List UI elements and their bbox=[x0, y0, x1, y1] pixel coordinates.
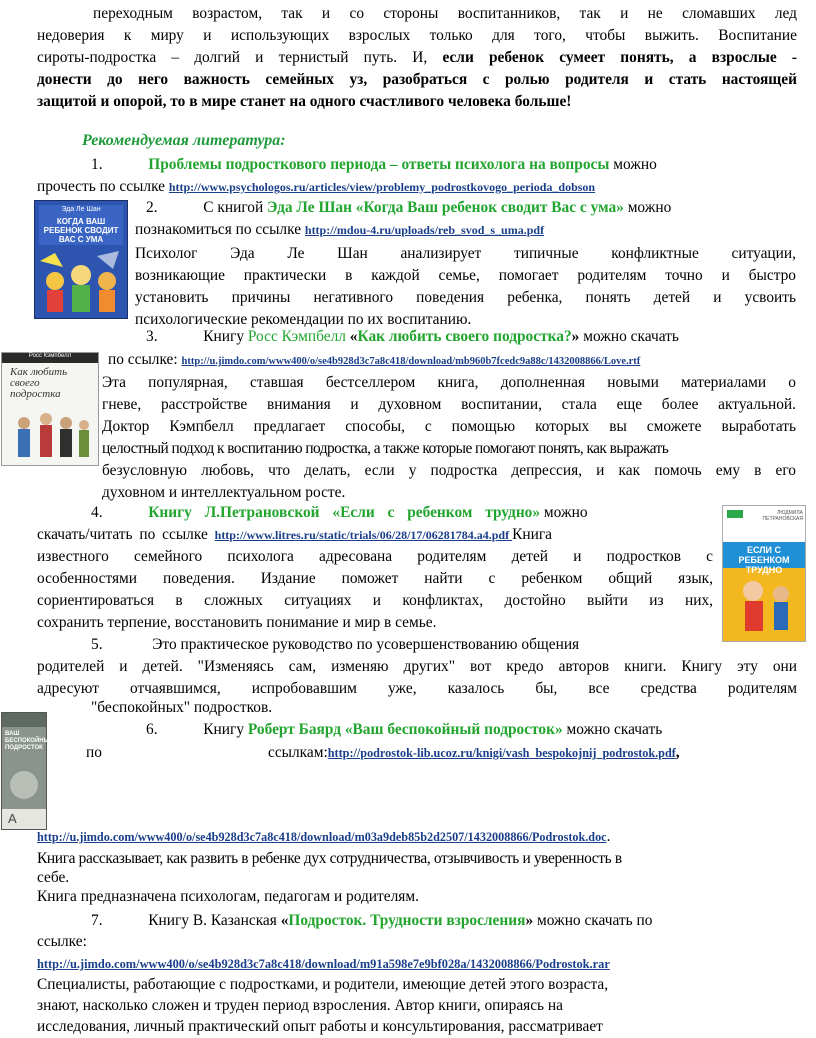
book-cover-campbell-author: Росс Кэмпбелл bbox=[28, 353, 72, 359]
book-cover-leshan-title: КОГДА ВАШ РЕБЕНОК СВОДИТ ВАС С УМА bbox=[43, 217, 119, 244]
item4-link-prefix: скачать/читать по ссылке bbox=[37, 526, 215, 543]
item2-number: 2. bbox=[146, 199, 158, 216]
book-cover-leshan bbox=[34, 200, 128, 319]
item3-link-prefix: по ссылке: bbox=[108, 351, 182, 368]
item6-links-label: ссылкам: bbox=[268, 744, 328, 761]
item4-desc-4: сохранить терпение, восстановить понимание и мир в семье. bbox=[37, 614, 437, 631]
item3-link-line bbox=[108, 349, 640, 372]
item2-title: Эда Ле Шан «Когда Ваш ребенок сводит Вас с ума» bbox=[267, 199, 624, 216]
item4-desc-2: особенностями поведения. Издание поможет найти с ребенком общий язык, bbox=[37, 570, 713, 587]
item4-link[interactable]: http://www.litres.ru/static/trials/06/28/17/06281784.a4.pdf bbox=[214, 528, 513, 542]
item1-title: Проблемы подросткового периода – ответы психолога на вопросы bbox=[148, 156, 610, 173]
item4-line bbox=[91, 502, 588, 523]
book-cover-campbell bbox=[1, 352, 99, 466]
item2-link-line bbox=[135, 219, 544, 241]
item5-number: 5. bbox=[91, 636, 103, 653]
intro-text: сироты-подростка – долгий и тернистый путь. И, bbox=[37, 49, 443, 66]
item1-link-line bbox=[37, 176, 595, 198]
item1-after: можно bbox=[609, 156, 657, 173]
item6-link-line-2 bbox=[37, 826, 610, 848]
item4-after: можно bbox=[540, 504, 588, 521]
item3-title: Как любить своего подростка? bbox=[357, 328, 572, 345]
item3-quote-close: » bbox=[571, 328, 580, 345]
book-cover-campbell-title: Как любить своего подростка bbox=[10, 366, 68, 400]
item6-title: Роберт Баярд «Ваш беспокойный подросток» bbox=[247, 721, 563, 738]
item4-desc-3: сориентироваться в сложных ситуациях и конфликтах, достойно выйти из них, bbox=[37, 592, 713, 609]
item5-text-3: адресуют отчаявшимся, испробовавшим уже, казалось бы, все средства родителям bbox=[37, 680, 797, 697]
book-cover-petranovskaya bbox=[722, 505, 806, 642]
item6-link-1[interactable]: http://podrostok-lib.ucoz.ru/knigi/vash_bespokojnij_podrostok.pdf bbox=[327, 746, 676, 760]
item2-desc-2: возникающие практически в каждой семье, помогает родителям точно и быстро bbox=[135, 267, 796, 284]
item7-desc-1: Специалисты, работающие с подростками, и родители, имеющие детей этого возраста, bbox=[37, 976, 609, 993]
item6-desc-2: себе. bbox=[37, 869, 70, 886]
item2-pre: С книгой bbox=[203, 199, 268, 216]
item3-desc-4: целостный подход к воспитанию подростка, а также которые помогают понять, как выражать bbox=[102, 440, 669, 457]
book-cover-petranovskaya-author: ЛЮДМИЛА ПЕТРАНОВСКАЯ bbox=[762, 510, 803, 522]
item2-line bbox=[146, 197, 671, 218]
intro-line-5: защитой и опорой, то в мире станет на одного счастливого человека больше! bbox=[37, 93, 572, 110]
book-cover-leshan-author: Эда Ле Шан bbox=[61, 206, 101, 213]
item6-after: можно скачать bbox=[562, 721, 663, 738]
item3-pre: Книгу bbox=[203, 328, 248, 345]
item2-desc-1: Психолог Эда Ле Шан анализирует типичные конфликтные ситуации, bbox=[135, 245, 796, 262]
item3-number: 3. bbox=[146, 328, 158, 345]
item7-number: 7. bbox=[91, 912, 103, 929]
item1-line bbox=[91, 154, 657, 175]
item6-link-2-after: . bbox=[606, 828, 611, 845]
intro-line-4: донести до него важность семейных уз, разобраться с ролью родителя и стать настоящей bbox=[37, 71, 797, 88]
item5-text-4: "беспокойных" подростков. bbox=[91, 699, 273, 716]
item6-link-1-after: , bbox=[675, 744, 680, 761]
item2-link[interactable]: http://mdou-4.ru/uploads/reb_svod_s_uma.pdf bbox=[304, 223, 545, 237]
item4-link-line bbox=[37, 524, 552, 546]
book-cover-bayard bbox=[1, 712, 54, 830]
item5-line-1 bbox=[91, 634, 579, 655]
item7-pre: Книгу В. Казанская bbox=[148, 912, 281, 929]
book-cover-bayard-title: ВАШ БЕСПОКОЙНЫЙ ПОДРОСТОК bbox=[5, 731, 54, 751]
item6-link-line-1 bbox=[268, 742, 680, 764]
item3-desc-6: духовном и интеллектуальном росте. bbox=[102, 484, 346, 501]
item7-link[interactable]: http://u.jimdo.com/www400/o/se4b928d3c7a8c418/download/m91a598e7e9bf028a/1432008866/Podrostok.rar bbox=[37, 957, 610, 971]
item3-desc-1: Эта популярная, ставшая бестселлером книга, дополненная новыми материалами о bbox=[102, 374, 796, 391]
item3-desc-2: гневе, расстройстве внимания и духовном воспитании, стала еще более актуальной. bbox=[102, 396, 796, 413]
item7-prefix: ссылке: bbox=[37, 933, 87, 950]
item7-quote-close: » bbox=[525, 912, 534, 929]
item4-title: Книгу Л.Петрановской «Если с ребенком трудно» bbox=[148, 504, 541, 521]
item6-po: по bbox=[86, 744, 102, 761]
item2-after: можно bbox=[623, 199, 672, 216]
intro-line-1: переходным возрастом, так и со стороны воспитанников, так и не сломавших лед bbox=[93, 5, 797, 22]
item1-link-prefix: прочесть по ссылке bbox=[37, 178, 169, 195]
item7-line bbox=[91, 910, 652, 931]
item6-pre: Книгу bbox=[203, 721, 248, 738]
item3-quote-open: « bbox=[345, 328, 358, 345]
item6-link-2[interactable]: http://u.jimdo.com/www400/o/se4b928d3c7a8c418/download/m03a9deb85b2d2507/1432008866/Podrostok.doc bbox=[37, 830, 607, 844]
item6-number: 6. bbox=[146, 721, 158, 738]
item3-author: Росс Кэмпбелл bbox=[247, 328, 346, 345]
item5-text-1: Это практическое руководство по усовершенствованию общения bbox=[152, 636, 580, 653]
item5-text-2: родителей и детей. "Изменяясь сам, изменяю других" вот кредо авторов книги. Книгу эту они bbox=[37, 658, 797, 675]
item4-number: 4. bbox=[91, 504, 103, 521]
book-cover-bayard-letter: А bbox=[8, 811, 17, 826]
item3-desc-3: Доктор Кэмпбелл предлагает способы, с помощью которых вы сможете выработать bbox=[102, 418, 796, 435]
item7-quote-open: « bbox=[280, 912, 289, 929]
item2-desc-3: установить причины негативного поведения ребенка, понять детей и усвоить bbox=[135, 289, 796, 306]
item3-after: можно скачать bbox=[579, 328, 679, 345]
item2-desc-4: психологические рекомендации по их воспитанию. bbox=[135, 311, 472, 328]
item6-desc-1: Книга рассказывает, как развить в ребенке дух сотрудничества, отзывчивость и уверенность в bbox=[37, 850, 622, 867]
item6-line bbox=[146, 719, 662, 740]
item4-after-link: Книга bbox=[512, 526, 552, 543]
recommended-literature-heading: Рекомендуемая литература: bbox=[82, 132, 286, 149]
intro-line-2: недоверия к миру и использующих взрослых только для того, чтобы выжить. Воспитание bbox=[37, 27, 797, 44]
item2-link-prefix: познакомиться по ссылке bbox=[135, 221, 305, 238]
item7-after: можно скачать по bbox=[533, 912, 653, 929]
item7-desc-2: знают, насколько сложен и труден период взросления. Автор книги, опираясь на bbox=[37, 997, 563, 1014]
item7-link-line bbox=[37, 953, 610, 975]
intro-bold-text: если ребенок сумеет понять, а взрослые - bbox=[442, 49, 797, 66]
item4-desc-1: известного семейного психолога адресована родителям детей и подростков с bbox=[37, 548, 713, 565]
item1-number: 1. bbox=[91, 156, 103, 173]
item7-title: Подросток. Трудности взросления bbox=[288, 912, 526, 929]
item6-desc-3: Книга предназначена психологам, педагогам и родителям. bbox=[37, 888, 419, 905]
item3-line bbox=[146, 326, 679, 347]
item3-link[interactable]: http://u.jimdo.com/www400/o/se4b928d3c7a8c418/download/mb960b7fcedc9a88c/1432008866/Love.rtf bbox=[181, 356, 641, 367]
item3-desc-5: безусловную любовь, что делать, если у подростка депрессия, и как помочь ему в его bbox=[102, 462, 796, 479]
intro-line-3 bbox=[37, 47, 797, 68]
item7-desc-3: исследования, личный практический опыт работы и консультирования, рассматривает bbox=[37, 1018, 603, 1035]
book-cover-petranovskaya-title: ЕСЛИ С РЕБЕНКОМ ТРУДНО bbox=[738, 545, 790, 575]
item1-link[interactable]: http://www.psychologos.ru/articles/view/problemy_podrostkovogo_perioda_dobson bbox=[168, 180, 596, 194]
